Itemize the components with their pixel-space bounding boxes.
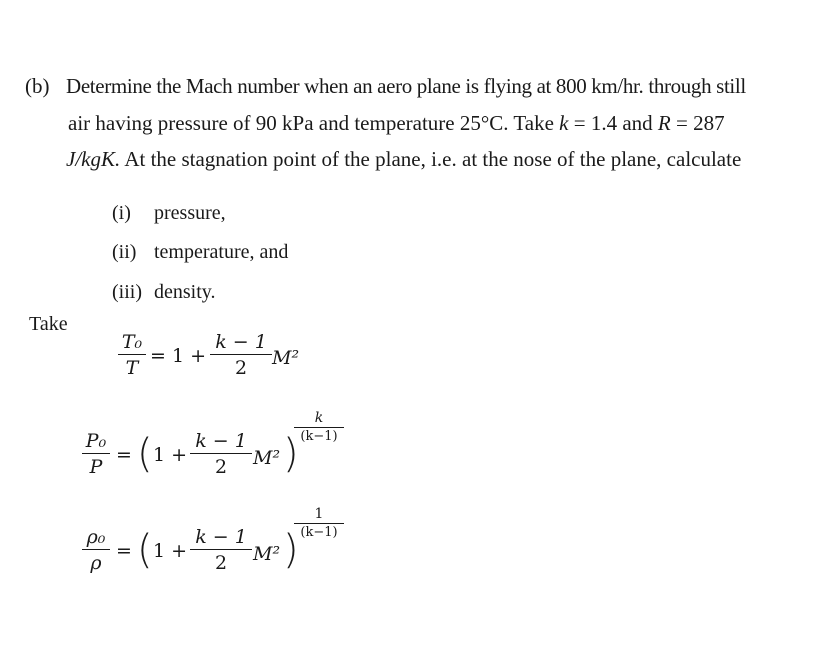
fraction-bar [82,549,110,550]
take-label: Take [29,313,68,335]
equals-one-plus: = 1 + [150,345,207,367]
k-fraction [210,331,272,379]
list-item-number: (iii) [112,281,142,303]
left-parenthesis: ( [137,431,153,477]
lhs-numerator: P₀ [85,430,107,452]
line3-text: At the stagnation point of the plane, i.e. at the nose of the plane, calculate [120,147,742,171]
list-item [112,281,215,304]
lhs-fraction [82,430,110,478]
lhs-numerator: ρ₀ [86,526,106,548]
list-item-number: (i) [112,202,131,224]
left-parenthesis: ( [137,527,153,573]
problem-line-2 [68,111,725,136]
lhs-fraction [82,526,110,574]
fraction-bar [190,549,252,550]
mach-squared: M² [253,543,281,565]
problem-line-3 [66,147,741,172]
exponent-denominator: (k−1) [300,429,338,444]
equals-sign: = [116,540,132,562]
k-fraction [190,526,252,574]
list-item-number: (ii) [112,241,137,263]
problem-label: (b) [25,74,50,98]
lhs-denominator: T [125,357,139,379]
lhs-denominator: ρ [90,552,102,574]
right-parenthesis: ) [283,527,299,573]
k-fraction-numerator: k − 1 [195,430,247,452]
k-fraction-denominator: 2 [234,357,248,379]
units-text: J/kgK. [66,147,121,171]
line2-text-c: = 287 [670,111,725,135]
fraction-bar [210,354,272,355]
fraction-bar [294,427,344,428]
fraction-bar [118,354,146,355]
fraction-bar [190,453,252,454]
one-plus: 1 + [153,540,188,562]
list-item-text: pressure, [154,202,226,224]
k-fraction [190,430,252,478]
lhs-denominator: P [89,456,103,478]
fraction-bar [82,453,110,454]
k-fraction-numerator: k − 1 [215,331,267,353]
exponent-denominator: (k−1) [300,525,338,540]
list-item-text: density. [154,281,216,303]
k-symbol: k [559,111,569,135]
lhs-fraction [118,331,146,379]
exponent-fraction [294,410,344,444]
exponent-fraction [294,506,344,540]
k-fraction-numerator: k − 1 [195,526,247,548]
problem-line-1: Determine the Mach number when an aero plane is flying at 800 km/hr. through still [66,74,746,98]
line2-text-b: = 1.4 and [568,111,658,135]
one-plus: 1 + [153,444,188,466]
list-item [112,241,288,264]
fraction-bar [294,523,344,524]
list-item-text: temperature, and [154,241,289,263]
k-fraction-denominator: 2 [214,456,228,478]
lhs-numerator: T₀ [121,331,143,353]
equals-sign: = [116,444,132,466]
exponent-numerator: k [314,410,324,426]
k-fraction-denominator: 2 [214,552,228,574]
list-item [112,202,226,225]
r-symbol: R [657,111,671,135]
line2-text-a: air having pressure of 90 kPa and temperature 25°C. Take [68,111,560,135]
exponent-numerator: 1 [314,506,324,522]
mach-squared: M² [253,447,281,469]
right-parenthesis: ) [283,431,299,477]
mach-squared: M² [272,347,300,369]
